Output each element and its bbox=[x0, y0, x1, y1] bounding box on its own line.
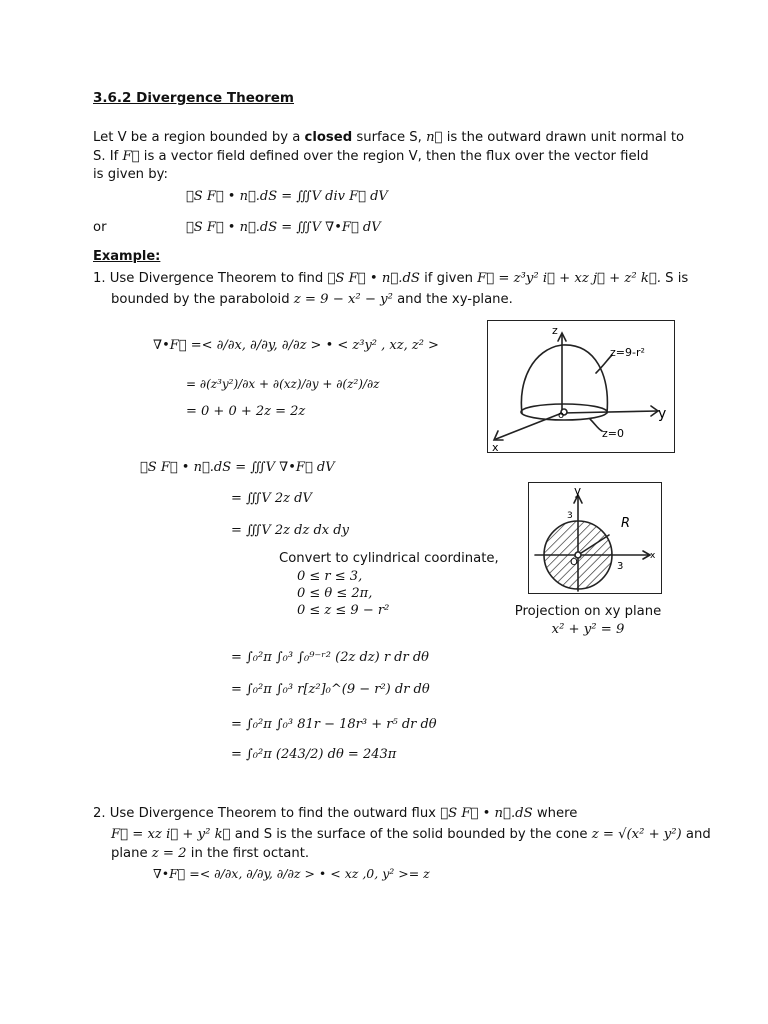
convert-text: Convert to cylindrical coordinate, bbox=[279, 551, 499, 566]
plane-pointer bbox=[590, 419, 602, 431]
q1-text: bounded by the paraboloid bbox=[111, 292, 290, 307]
projection-figure bbox=[528, 482, 662, 594]
intro-text: Let V be a region bounded by a bbox=[93, 130, 301, 145]
divergence-step-2: = ∂(z³y²)/∂x + ∂(xz)/∂y + ∂(z²)/∂z bbox=[186, 377, 380, 391]
fig2-radius-label: R bbox=[621, 516, 631, 531]
fig1-y-label: y bbox=[658, 406, 667, 422]
intro-line-1 bbox=[93, 129, 684, 147]
integral-step-1: = ∫₀²π ∫₀³ ∫₀⁹⁻ʳ² (2z dz) r dr dθ bbox=[231, 650, 430, 665]
q2-divergence: ∇•F⃗ =< ∂/∂x, ∂/∂y, ∂/∂z > • < xz ,0, y² >= z bbox=[153, 866, 430, 881]
intro-line-2 bbox=[93, 148, 649, 166]
q1-text: and the xy-plane. bbox=[397, 292, 513, 307]
fig1-plane-label: z=0 bbox=[602, 427, 624, 440]
formula-nabla: ∯S F⃗ • n⃗.dS = ∭V ∇•F⃗ dV bbox=[186, 220, 381, 235]
q2-line-1 bbox=[93, 805, 577, 823]
fig2-origin-label: O bbox=[570, 557, 578, 568]
fig2-x-label: x bbox=[650, 551, 656, 561]
q1-line-2 bbox=[111, 291, 513, 309]
field-vector-symbol: F⃗ bbox=[122, 149, 140, 164]
flux-step-1: ∯S F⃗ • n⃗.dS = ∭V ∇•F⃗ dV bbox=[140, 460, 335, 475]
or-label: or bbox=[93, 220, 107, 235]
q1-text: if given bbox=[424, 271, 473, 286]
intro-text: surface S, bbox=[356, 130, 422, 145]
q2-text: and S is the surface of the solid bounded by the cone bbox=[234, 827, 588, 842]
projection-sketch bbox=[529, 483, 661, 593]
paraboloid-dome bbox=[521, 345, 607, 413]
divergence-step-3: = 0 + 0 + 2z = 2z bbox=[186, 404, 306, 419]
bound-r: 0 ≤ r ≤ 3, bbox=[297, 569, 363, 584]
intro-text: is a vector field defined over the region V, then the flux over the vector field bbox=[143, 149, 649, 164]
q1-text: S is bbox=[665, 271, 689, 286]
q2-math: ∯S F⃗ • n⃗.dS bbox=[440, 806, 533, 821]
q2-text: plane bbox=[111, 846, 148, 861]
q2-text: and bbox=[685, 827, 711, 842]
intro-line-3: is given by: bbox=[93, 167, 168, 182]
section-title: 3.6.2 Divergence Theorem bbox=[93, 90, 295, 106]
fig1-surface-label: z=9-r² bbox=[610, 346, 645, 359]
q1-line-1 bbox=[93, 270, 688, 288]
q2-math: z = 2 bbox=[151, 846, 187, 861]
q2-line-3 bbox=[111, 845, 309, 863]
example-label: Example: bbox=[93, 249, 161, 264]
projection-caption: Projection on xy plane bbox=[514, 604, 662, 619]
q1-math: ∯S F⃗ • n⃗.dS bbox=[327, 271, 420, 286]
q2-math: F⃗ = xz i⃗ + y² k⃗ bbox=[111, 827, 231, 842]
divergence-step-1: ∇•F⃗ =< ∂/∂x, ∂/∂y, ∂/∂z > • < z³y² , xz, z² > bbox=[153, 338, 439, 353]
q1-math: z = 9 − x² − y² bbox=[293, 292, 393, 307]
fig1-z-label: z bbox=[552, 324, 558, 337]
integral-step-4: = ∫₀²π (243/2) dθ = 243π bbox=[231, 747, 397, 762]
q2-text: 2. Use Divergence Theorem to find the outward flux bbox=[93, 806, 436, 821]
fig1-origin-label: o bbox=[558, 410, 565, 421]
paraboloid-figure bbox=[487, 320, 675, 453]
q2-line-2 bbox=[111, 826, 711, 844]
flux-step-3: = ∭V 2z dz dx dy bbox=[231, 523, 349, 538]
fig2-y-label: y bbox=[574, 484, 582, 498]
intro-bold-word: closed bbox=[304, 130, 353, 145]
projection-equation: x² + y² = 9 bbox=[551, 622, 625, 637]
bound-theta: 0 ≤ θ ≤ 2π, bbox=[297, 586, 373, 601]
integral-step-2: = ∫₀²π ∫₀³ r[z²]₀^(9 − r²) dr dθ bbox=[231, 682, 430, 697]
intro-text: S. If bbox=[93, 149, 119, 164]
fig2-radius-top: 3 bbox=[567, 511, 573, 521]
y-axis bbox=[562, 411, 658, 413]
q2-text: where bbox=[536, 806, 578, 821]
normal-vector-symbol: n⃗ bbox=[426, 130, 443, 145]
intro-text: is the outward drawn unit normal to bbox=[446, 130, 685, 145]
integral-step-3: = ∫₀²π ∫₀³ 81r − 18r³ + r⁵ dr dθ bbox=[231, 717, 437, 732]
flux-step-2: = ∭V 2z dV bbox=[231, 491, 312, 506]
q1-math: F⃗ = z³y² i⃗ + xz j⃗ + z² k⃗. bbox=[477, 271, 661, 286]
q2-text: in the first octant. bbox=[190, 846, 310, 861]
bound-z: 0 ≤ z ≤ 9 − r² bbox=[297, 603, 390, 618]
paraboloid-sketch bbox=[488, 321, 674, 452]
fig1-x-label: x bbox=[492, 441, 499, 452]
formula-div: ∯S F⃗ • n⃗.dS = ∭V div F⃗ dV bbox=[186, 189, 388, 204]
fig2-radius-right: 3 bbox=[617, 561, 624, 572]
q1-text: 1. Use Divergence Theorem to find bbox=[93, 271, 324, 286]
q2-math: z = √(x² + y²) bbox=[591, 827, 682, 842]
